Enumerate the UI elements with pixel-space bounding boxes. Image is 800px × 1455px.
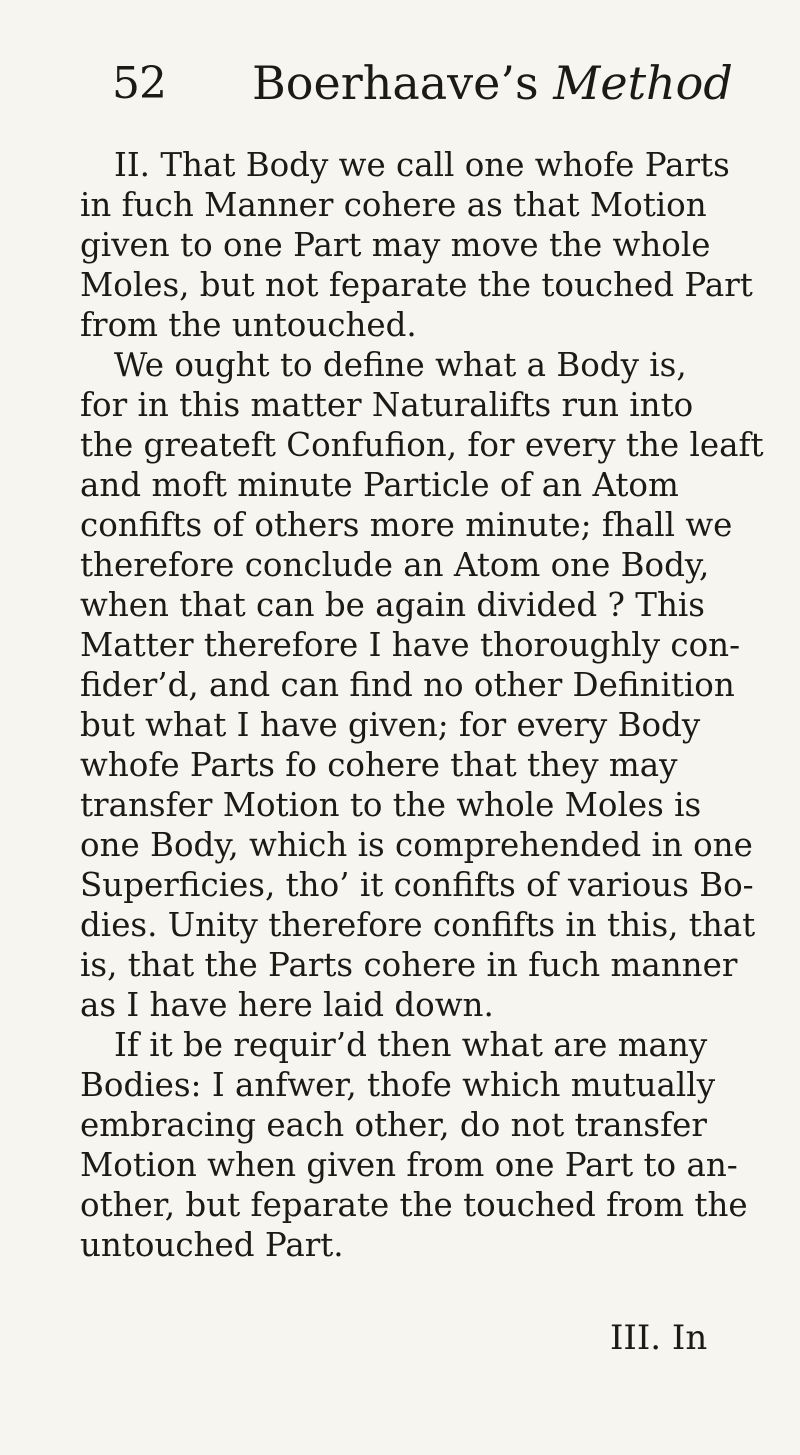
- text-line: transfer Motion to the whole Moles is: [80, 786, 702, 824]
- text-line: as I have here laid down.: [80, 986, 494, 1024]
- running-title-italic: Method: [553, 56, 733, 110]
- text-line: given to one Part may move the whole: [80, 226, 711, 264]
- text-line: If it be requir’d then what are many: [114, 1026, 708, 1064]
- text-line: but what I have given; for every Body: [80, 706, 701, 744]
- text-line: embracing each other, do not transfer: [80, 1106, 707, 1144]
- catchword: III. In: [610, 1318, 708, 1358]
- text-line: when that can be again divided ? This: [80, 586, 705, 624]
- running-title-regular: Boerhaave’s: [252, 56, 539, 110]
- body-text: [80, 145, 770, 1265]
- text-line: one Body, which is comprehended in one: [80, 826, 753, 864]
- text-line: fider’d, and can find no other Definition: [80, 666, 735, 704]
- text-line: untouched Part.: [80, 1226, 344, 1264]
- text-line: confifts of others more minute; fhall we: [80, 506, 733, 544]
- running-title: [252, 56, 733, 110]
- text-line: Moles, but not feparate the touched Part: [80, 266, 753, 304]
- page-number: 52: [112, 58, 166, 109]
- text-line: in fuch Manner cohere as that Motion: [80, 186, 707, 224]
- text-line: whofe Parts fo cohere that they may: [80, 746, 678, 784]
- paragraph-discussion: [80, 345, 770, 1025]
- text-line: from the untouched.: [80, 306, 417, 344]
- text-line: therefore conclude an Atom one Body,: [80, 546, 710, 584]
- text-line: Motion when given from one Part to an-: [80, 1146, 738, 1184]
- text-line: and moft minute Particle of an Atom: [80, 466, 679, 504]
- text-line: the greateft Confufion, for every the leaft: [80, 426, 764, 464]
- text-line: other, but feparate the touched from the: [80, 1186, 748, 1224]
- text-line: Matter therefore I have thoroughly con-: [80, 626, 741, 664]
- text-line: Superficies, tho’ it confifts of various Bo-: [80, 866, 754, 904]
- text-line: is, that the Parts cohere in fuch manner: [80, 946, 738, 984]
- text-line: Bodies: I anfwer, thofe which mutually: [80, 1066, 716, 1104]
- text-line: dies. Unity therefore confifts in this, that: [80, 906, 756, 944]
- text-line: for in this matter Naturalifts run into: [80, 386, 694, 424]
- paragraph-many-bodies: [80, 1025, 770, 1265]
- running-head: [112, 56, 732, 116]
- text-line: We ought to define what a Body is,: [114, 346, 687, 384]
- text-line: II. That Body we call one whofe Parts: [114, 146, 730, 184]
- paragraph-definition: [80, 145, 770, 345]
